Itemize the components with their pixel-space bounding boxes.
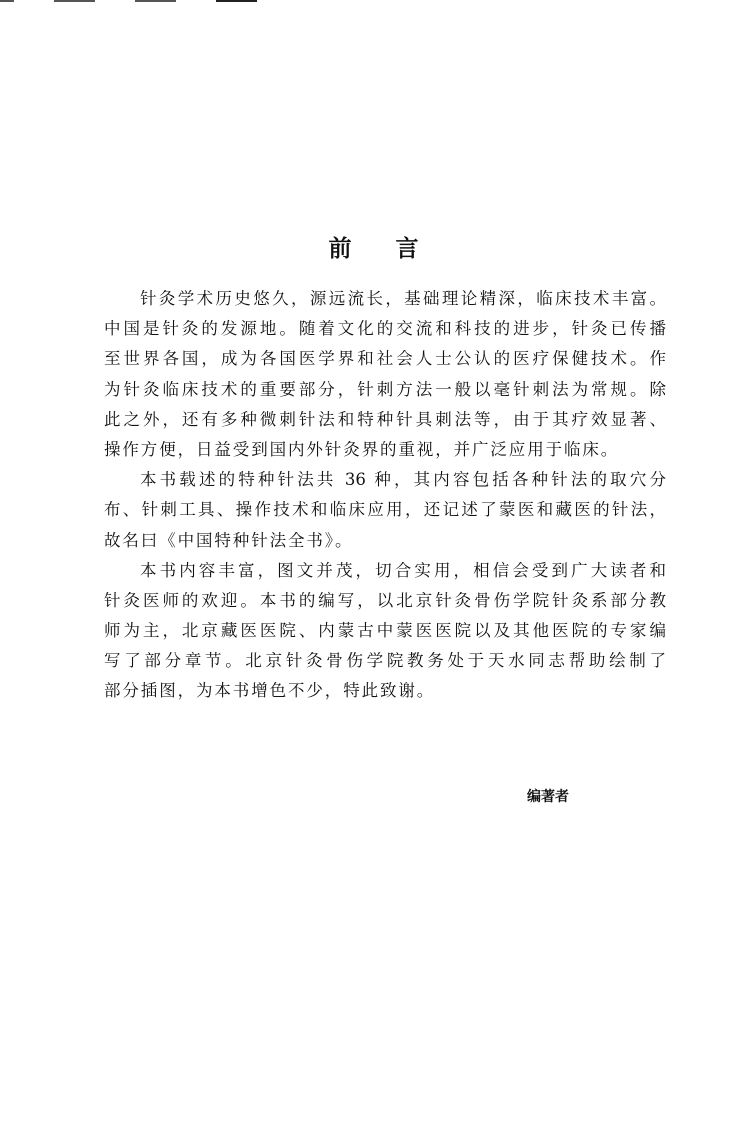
text-line: 故名曰《中国特种针法全书》。 <box>104 530 354 550</box>
preface-body <box>104 284 666 707</box>
text-line: 此之外，还有多种微刺针法和特种针具刺法等，由于其疗效显著、 <box>104 409 666 429</box>
scan-edge-mark <box>216 0 257 2</box>
text-line: 至世界各国，成为各国医学界和社会人士公认的医疗保健技术。作 <box>104 349 666 369</box>
text-line: 师为主，北京藏医医院、内蒙古中蒙医医院以及其他医院的专家编 <box>104 621 666 641</box>
signature: 编著者 <box>527 789 569 805</box>
text-line: 布、针刺工具、操作技术和临床应用，还记述了蒙医和藏医的针法， <box>104 500 666 520</box>
scan-edge-mark <box>54 0 95 2</box>
text-line: 操作方便，日益受到国内外针灸界的重视，并广泛应用于临床。 <box>104 439 620 459</box>
paragraph-2 <box>104 465 666 556</box>
text-line: 针灸医师的欢迎。本书的编写，以北京针灸骨伤学院针灸系部分教 <box>104 590 666 610</box>
scan-edge-mark <box>0 0 14 2</box>
page-title <box>0 230 747 263</box>
text-line: 中国是针灸的发源地。随着文化的交流和科技的进步，针灸已传播 <box>104 319 666 339</box>
title-char: 前 <box>328 236 352 262</box>
text-line: 为针灸临床技术的重要部分，针刺方法一般以毫针刺法为常规。除 <box>104 379 666 399</box>
scan-edge-mark <box>135 0 176 2</box>
text-line: 本书内容丰富，图文并茂，切合实用，相信会受到广大读者和 <box>140 560 666 580</box>
text-line: 写了部分章节。北京针灸骨伤学院教务处于天水同志帮助绘制了 <box>104 651 666 671</box>
paragraph-3 <box>104 556 666 707</box>
text-line: 针灸学术历史悠久，源远流长，基础理论精深，临床技术丰富。 <box>140 289 666 308</box>
title-char: 言 <box>395 236 419 262</box>
text-line: 部分插图，为本书增色不少，特此致谢。 <box>104 681 436 701</box>
text-line: 本书载述的特种针法共 36 种，其内容包括各种针法的取穴分 <box>140 470 666 490</box>
paragraph-1 <box>104 284 666 465</box>
